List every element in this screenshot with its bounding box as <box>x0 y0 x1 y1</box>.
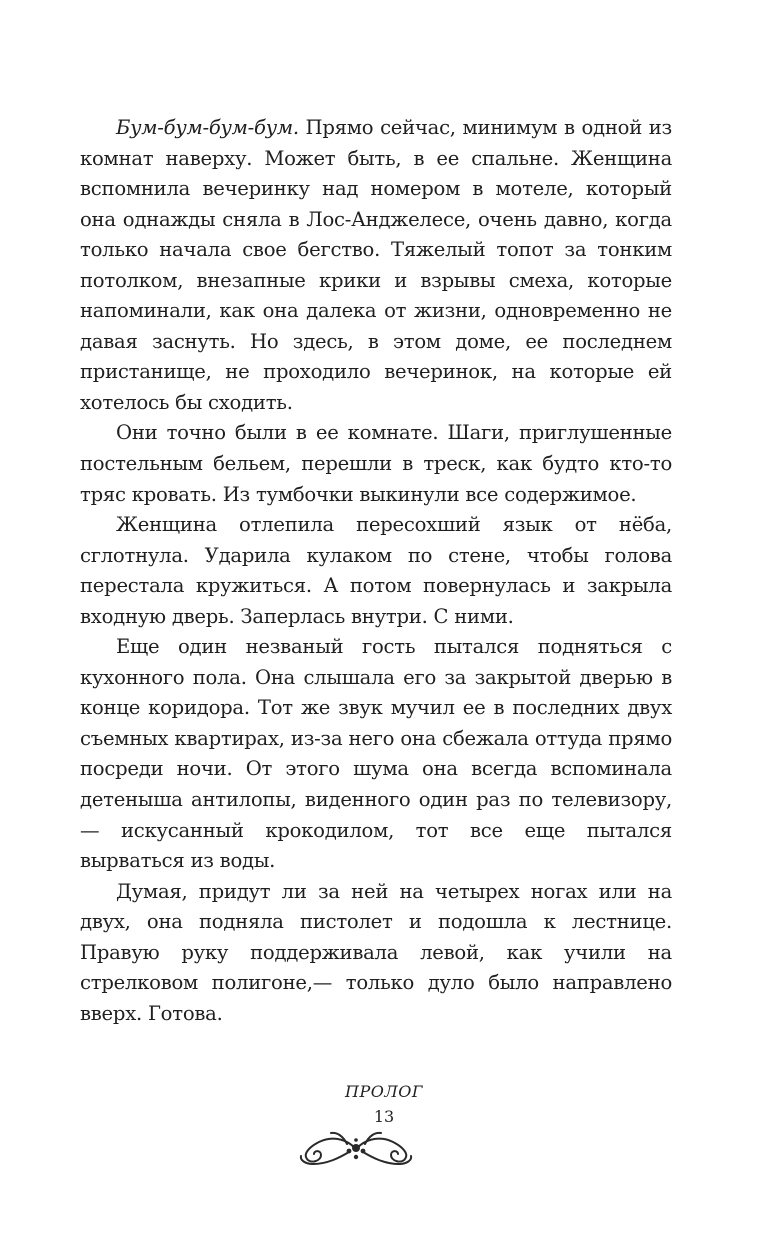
page-number: 13 <box>373 1107 395 1126</box>
paragraph-5: Думая, придут ли за ней на четырех ногах или на двух, она подняла пистолет и подошла к лестнице. Правую руку поддерживала левой, как учили на стрелковом полигоне,— только дуло было направлено вверх. Готова. <box>80 879 672 1025</box>
flourish-ornament-icon <box>297 1124 415 1170</box>
paragraph-3: Женщина отлепила пересохший язык от нёба, сглотнула. Ударила кулаком по стене, чтобы голова перестала кружиться. А потом повернулась и закрыла входную дверь. Заперлась внутри. С ними. <box>80 513 672 628</box>
paragraph-1-italic-opening: Бум-бум-бум-бум. <box>116 116 299 139</box>
running-head: ПРОЛОГ <box>345 1082 423 1101</box>
paragraph-1-text: Прямо сейчас, минимум в одной из комнат наверху. Может быть, в ее спальне. Женщина вспомнила вечеринку над номером в мотеле, который она однажды сняла в Лос-Анджелесе, очень давно, когда только начала свое бегство. Тяжелый топот за тонким потолком, внезапные крики и взрывы смеха, которые напоминали, как она далека от жизни, одновременно не давая заснуть. Но здесь, в этом доме, ее последнем пристанище, не проходило вечеринок, на которые ей хотелось бы сходить. <box>80 116 672 414</box>
paragraph-2: Они точно были в ее комнате. Шаги, приглушенные постельным бельем, перешли в треск, как будто кто-то тряс кровать. Из тумбочки выкинули все содержимое. <box>80 421 672 506</box>
paragraph-1 <box>80 113 672 418</box>
paragraph-4: Еще один незваный гость пытался подняться с кухонного пола. Она слышала его за закрытой дверью в конце коридора. Тот же звук мучил ее в последних двух съемных квартирах, из-за него она сбежала оттуда прямо посреди ночи. От этого шума она всегда вспоминала детеныша антилопы, виденного один раз по телевизору,— искусанный крокодилом, тот все еще пытался вырваться из воды. <box>80 635 672 873</box>
body-text <box>80 113 672 1029</box>
